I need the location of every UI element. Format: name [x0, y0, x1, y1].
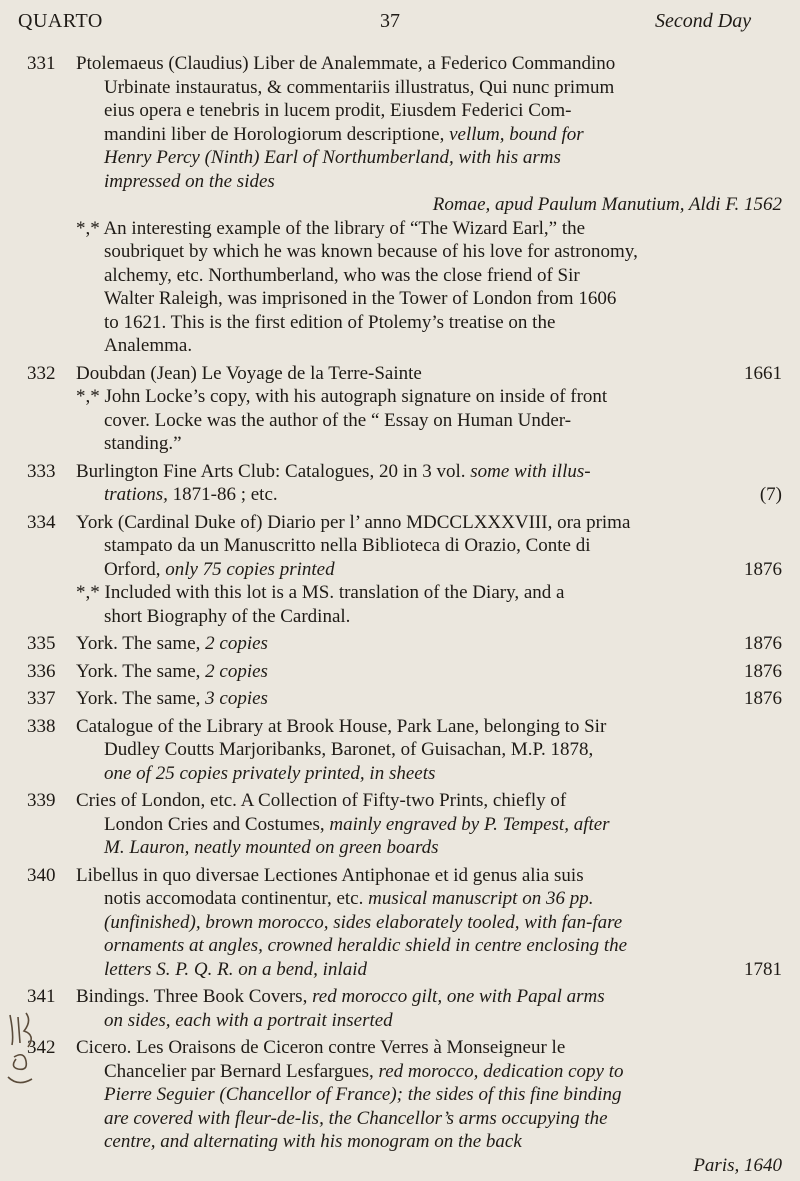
note-line: standing.” — [104, 433, 182, 454]
lot-341 — [0, 985, 800, 1032]
lot-detail: some with illus- — [470, 460, 591, 482]
lot-detail: are covered with fleur-de-lis, the Chancellor’s arms occupying the — [104, 1107, 608, 1129]
lot-number: 335 — [27, 633, 56, 654]
lot-detail: trations, — [104, 484, 168, 505]
lot-line: Urbinate instauratus, & commentariis illustratus, Qui nunc primum — [104, 76, 615, 98]
lot-338 — [0, 715, 800, 786]
lot-number: 340 — [27, 864, 56, 886]
lot-number: 342 — [27, 1037, 56, 1058]
lot-date: 1876 — [744, 660, 782, 682]
lot-333 — [0, 460, 800, 507]
lot-number: 333 — [27, 460, 56, 482]
lot-detail: 2 copies — [205, 660, 268, 682]
note-line: short Biography of the Cardinal. — [104, 605, 351, 627]
page-number: 37 — [380, 10, 400, 32]
lot-331 — [0, 52, 800, 358]
lot-detail: only 75 copies printed — [165, 558, 335, 580]
lot-text: notis accomodata continentur, etc. — [104, 888, 364, 909]
lot-number: 337 — [27, 688, 56, 709]
note-line: Analemma. — [104, 335, 193, 356]
lot-detail: mainly engraved by P. Tempest, after — [329, 813, 610, 835]
lot-detail: 2 copies — [205, 633, 268, 654]
lot-detail: 1871-86 ; etc. — [172, 484, 278, 505]
handwritten-annotation-icon — [2, 1005, 52, 1090]
lot-title: York. The same, — [76, 660, 201, 682]
lot-title: York. The same, — [76, 633, 201, 654]
lot-342 — [0, 1036, 800, 1177]
lot-334 — [0, 511, 800, 629]
lot-date: 1876 — [744, 558, 782, 580]
lot-date: 1876 — [744, 633, 782, 654]
lot-line: Libellus in quo diversae Lectiones Antiphonae et id genus alia suis — [76, 864, 584, 886]
lot-detail: (unfinished), brown morocco, sides elaborately tooled, with fan-fare — [104, 911, 623, 933]
lot-date: 1876 — [744, 688, 782, 709]
lot-detail: musical manuscript on 36 pp. — [368, 888, 594, 909]
lot-detail: letters S. P. Q. R. on a bend, inlaid — [104, 958, 367, 980]
lot-detail-row — [76, 958, 782, 982]
imprint: Paris, 1640 — [693, 1154, 782, 1176]
lot-line-mixed — [76, 985, 782, 1009]
note-line: cover. Locke was the author of the “ Essay on Human Under- — [104, 409, 572, 431]
lot-text: mandini liber de Horologiorum descriptione, — [104, 123, 445, 145]
lot-number: 336 — [27, 660, 56, 682]
imprint: Romae, apud Paulum Manutium, Aldi F. 1562 — [432, 194, 782, 215]
lot-detail: on sides, each with a portrait inserted — [104, 1009, 393, 1031]
header-day: Second Day — [655, 10, 752, 32]
note-line: *,* John Locke’s copy, with his autograph signature on inside of front — [76, 386, 608, 407]
binding-text: vellum, bound for — [449, 123, 584, 145]
lot-line-mixed — [76, 813, 782, 837]
lot-detail: red morocco gilt, one with Papal arms — [312, 986, 605, 1007]
lot-title-row — [76, 632, 782, 656]
lot-title-row — [76, 362, 782, 386]
lot-number: 332 — [27, 362, 56, 384]
lot-332 — [0, 362, 800, 456]
lot-line: Cries of London, etc. A Collection of Fifty-two Prints, chiefly of — [76, 790, 567, 811]
lot-title: Burlington Fine Arts Club: Catalogues, 20 in 3 vol. — [76, 460, 466, 482]
lot-line: stampato da un Manuscritto nella Biblioteca di Orazio, Conte di — [104, 535, 591, 556]
lot-detail-row — [76, 483, 782, 507]
lot-detail-row — [76, 558, 782, 582]
note-line: to 1621. This is the first edition of Ptolemy’s treatise on the — [104, 311, 556, 333]
lot-line: Ptolemaeus (Claudius) Liber de Analemmate, a Federico Commandino — [76, 53, 616, 74]
lot-detail: Pierre Seguier (Chancellor of France); the sides of this fine binding — [104, 1084, 622, 1105]
lot-detail: ornaments at angles, crowned heraldic shield in centre enclosing the — [104, 935, 628, 956]
lot-list — [0, 52, 800, 1181]
lot-detail: centre, and alternating with his monogram on the back — [104, 1131, 522, 1152]
lot-detail: M. Lauron, neatly mounted on green boards — [104, 837, 439, 858]
lot-line-mixed — [76, 123, 782, 147]
lot-date: 1781 — [744, 958, 782, 980]
lot-line-mixed — [76, 1060, 782, 1084]
note-line: soubriquet by which he was known because of his love for astronomy, — [104, 241, 638, 262]
lot-line: Catalogue of the Library at Brook House, Park Lane, belonging to Sir — [76, 715, 607, 737]
lot-title-row — [76, 660, 782, 684]
lot-note — [76, 217, 782, 358]
note-line: *,* An interesting example of the library of “The Wizard Earl,” the — [76, 217, 586, 239]
lot-detail: 3 copies — [205, 688, 268, 709]
lot-337 — [0, 687, 800, 711]
lot-number: 341 — [27, 986, 56, 1007]
note-line: *,* Included with this lot is a MS. translation of the Diary, and a — [76, 582, 565, 603]
note-line: alchemy, etc. Northumberland, who was the close friend of Sir — [104, 264, 580, 286]
lot-title: York. The same, — [76, 688, 201, 709]
lot-number: 331 — [27, 53, 56, 74]
lot-number: 339 — [27, 790, 56, 811]
header-section: QUARTO — [18, 10, 103, 32]
lot-line: York (Cardinal Duke of) Diario per l’ anno MDCCLXXXVIII, ora prima — [76, 511, 631, 533]
lot-date: (7) — [759, 484, 782, 505]
binding-text: impressed on the sides — [104, 170, 275, 192]
note-line: Walter Raleigh, was imprisoned in the Tower of London from 1606 — [104, 288, 617, 309]
lot-line: Dudley Coutts Marjoribanks, Baronet, of Guisachan, M.P. 1878, — [104, 739, 594, 760]
lot-line: eius opera e tenebris in lucem prodit, Eiusdem Federici Com- — [104, 100, 572, 121]
lot-text: London Cries and Costumes, — [104, 813, 325, 835]
binding-text: Henry Percy (Ninth) Earl of Northumberland, with his arms — [104, 147, 561, 168]
lot-line-mixed — [76, 887, 782, 911]
lot-title: Doubdan (Jean) Le Voyage de la Terre-Sainte — [76, 362, 422, 384]
lot-number: 334 — [27, 511, 56, 533]
lot-number: 338 — [27, 715, 56, 737]
lot-339 — [0, 789, 800, 860]
lot-text: Chancelier par Bernard Lesfargues, — [104, 1060, 374, 1082]
lot-detail: one of 25 copies privately printed, in sheets — [104, 762, 436, 784]
running-header — [0, 10, 800, 40]
lot-line: Cicero. Les Oraisons de Ciceron contre Verres à Monseigneur le — [76, 1037, 566, 1058]
lot-335 — [0, 632, 800, 656]
lot-340 — [0, 864, 800, 982]
lot-title: Bindings. Three Book Covers, — [76, 986, 308, 1007]
lot-title-row — [76, 687, 782, 711]
lot-line-mixed — [76, 460, 782, 484]
lot-detail: Orford, — [104, 558, 161, 580]
lot-date: 1661 — [744, 362, 782, 384]
lot-336 — [0, 660, 800, 684]
lot-detail: red morocco, dedication copy to — [378, 1060, 624, 1082]
